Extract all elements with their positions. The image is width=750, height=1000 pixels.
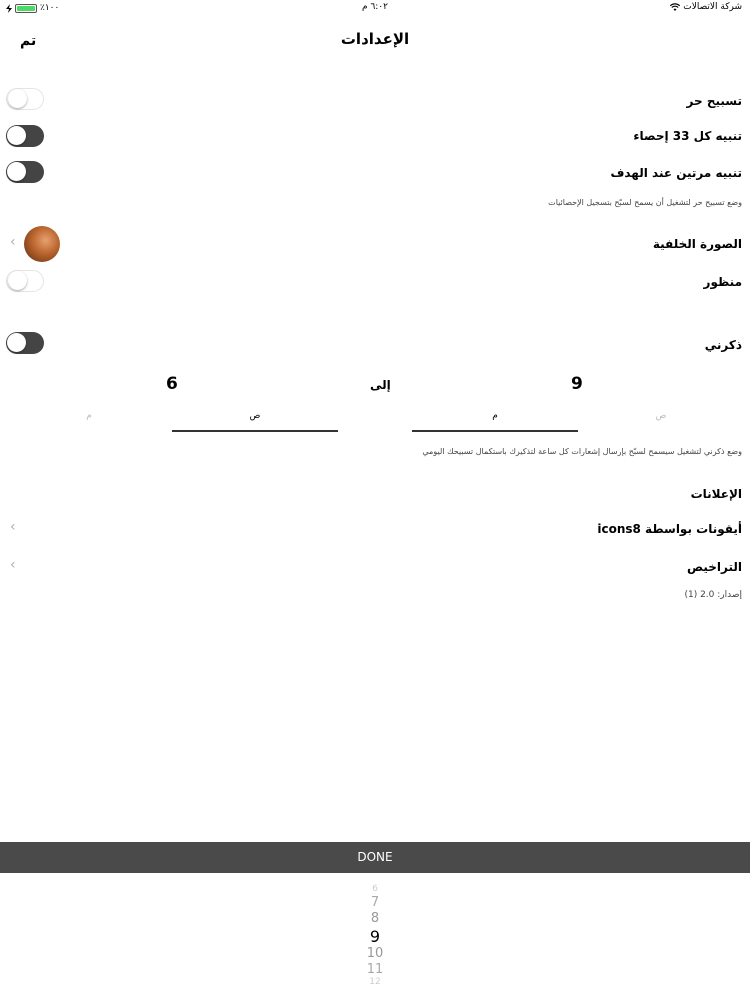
from-pm-option[interactable]: م <box>492 411 498 421</box>
free-tasbeeh-note: وضع تسبيح حر لتشغيل أن يسمح لسبّح بتسجيل الإحصائيات <box>548 198 742 207</box>
background-thumbnail[interactable] <box>24 226 60 262</box>
reminder-note: وضع ذكرني لتشغيل سيسمح لسبّح بإرسال إشعارات كل ساعة لتذكيرك باستكمال تسبيحك اليومي <box>422 447 742 456</box>
picker-option[interactable]: 8 <box>370 911 380 926</box>
battery-percent: ٪١٠٠ <box>40 3 60 13</box>
picker-done-button[interactable]: DONE <box>0 842 750 873</box>
status-time: ٦:٠٢ م <box>362 2 388 12</box>
chevron-left-icon[interactable]: ‹ <box>10 519 16 535</box>
alert-33-toggle[interactable] <box>6 125 44 147</box>
alert-goal-toggle[interactable] <box>6 161 44 183</box>
from-pm-underline <box>412 430 578 432</box>
reminder-from-value[interactable]: 9 <box>571 374 583 394</box>
done-nav-button[interactable]: تم <box>20 33 37 49</box>
picker-option[interactable]: 10 <box>366 946 384 961</box>
chevron-left-icon[interactable]: ‹ <box>10 557 16 573</box>
reminder-to-label: إلى <box>370 378 391 392</box>
alert-33-label: تنبيه كل 33 إحصاء <box>633 129 742 143</box>
picker-option[interactable]: 12 <box>369 977 381 987</box>
perspective-label: منظور <box>703 275 742 289</box>
background-label: الصورة الخلفية <box>652 237 742 251</box>
status-bar <box>0 0 750 16</box>
licenses-label[interactable]: التراخيص <box>686 560 742 574</box>
alert-goal-label: تنبيه مرتين عند الهدف <box>610 166 742 180</box>
to-am-underline <box>172 430 338 432</box>
from-am-option[interactable]: ص <box>655 411 667 421</box>
reminder-to-value[interactable]: 6 <box>166 374 178 394</box>
free-tasbeeh-label: تسبيح حر <box>686 94 742 108</box>
ads-label[interactable]: الإعلانات <box>690 487 742 501</box>
to-am-option[interactable]: ص <box>249 411 261 421</box>
picker-option[interactable]: 11 <box>366 962 384 977</box>
carrier-name <box>670 2 742 12</box>
carrier-label: شركة الاتصالات <box>683 2 742 12</box>
picker-selected-option[interactable]: 9 <box>369 927 381 946</box>
version-text: إصدار: 2.0 (1) <box>684 590 742 600</box>
perspective-toggle[interactable] <box>6 270 44 292</box>
picker-option[interactable]: 7 <box>370 895 380 910</box>
picker-option[interactable]: 6 <box>372 884 378 894</box>
to-pm-option[interactable]: م <box>86 411 92 421</box>
page-title: الإعدادات <box>340 30 410 48</box>
remind-me-label: ذكرني <box>704 338 742 352</box>
chevron-left-icon[interactable]: ‹ <box>10 234 16 250</box>
wifi-icon <box>670 3 680 11</box>
remind-me-toggle[interactable] <box>6 332 44 354</box>
free-tasbeeh-toggle[interactable] <box>6 88 44 110</box>
icons-credit-label[interactable]: أيقونات بواسطة icons8 <box>597 522 742 536</box>
